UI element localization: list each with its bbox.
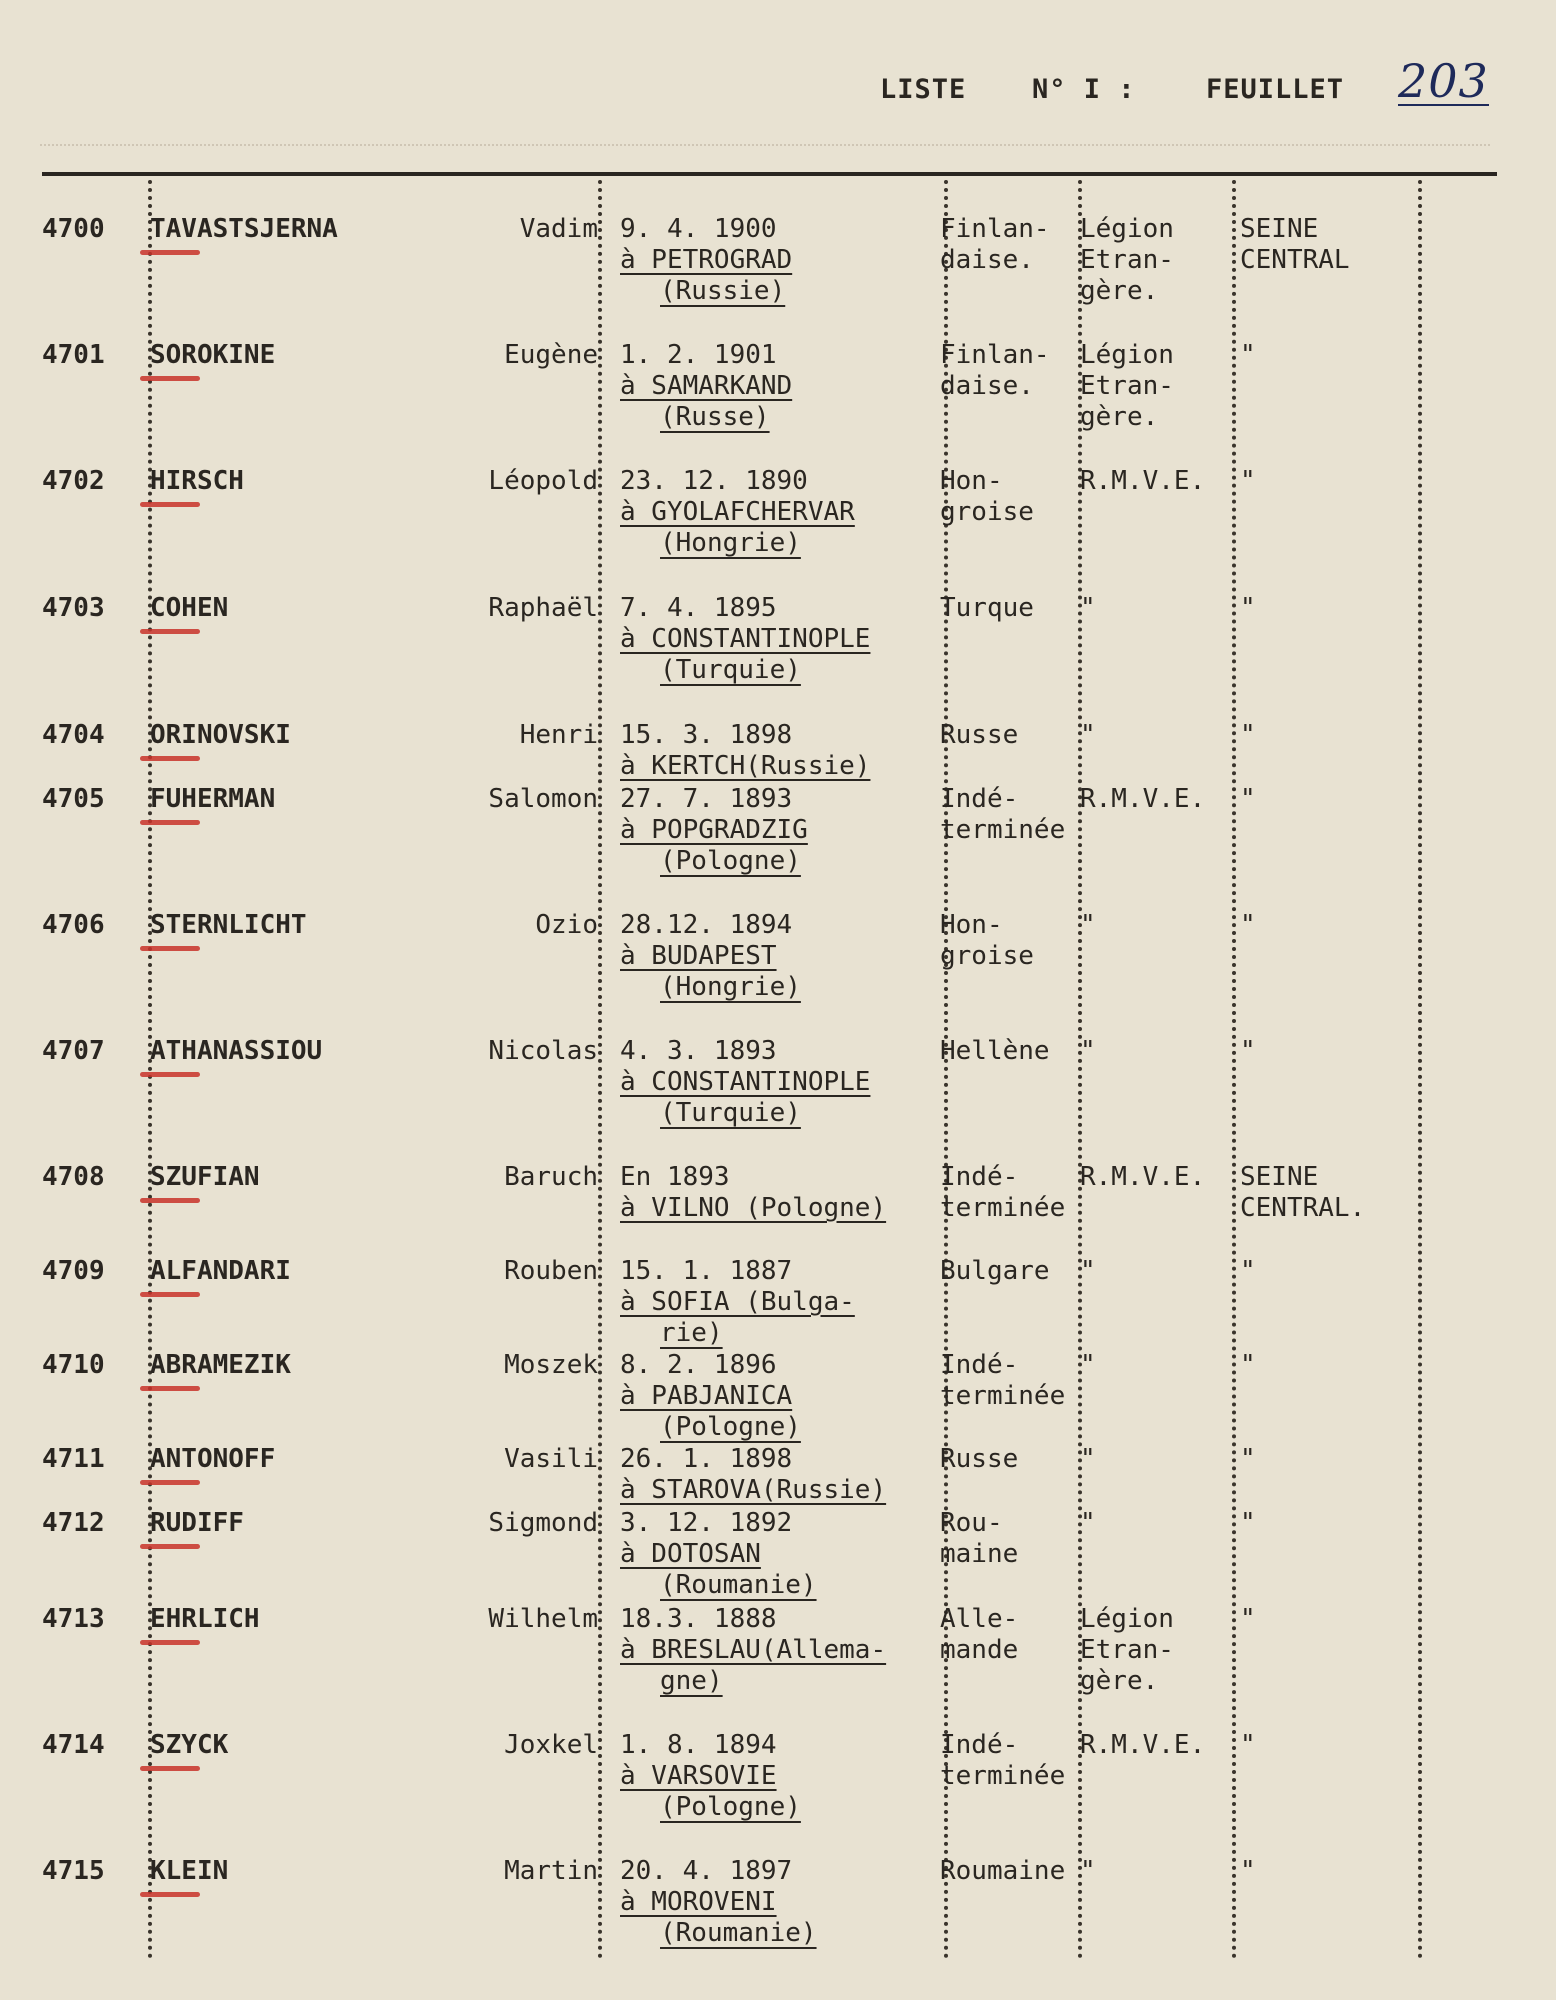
red-pencil-mark <box>140 1640 200 1645</box>
entry-military-line: gère. <box>1080 276 1159 306</box>
feuillet-label: FEUILLET <box>1206 74 1345 105</box>
entry-nationality <box>940 1162 1065 1224</box>
entry-department-line: " <box>1240 1444 1256 1474</box>
entry-nationality <box>940 910 1034 972</box>
red-pencil-mark <box>140 1892 200 1897</box>
entry-department-line: " <box>1240 466 1256 496</box>
entry-military-line: " <box>1080 720 1096 750</box>
entry-birth-line: (Turquie) <box>660 1098 801 1128</box>
entry-birth <box>620 1444 886 1506</box>
entry-nationality-line: Rou- <box>940 1508 1003 1538</box>
entry-birth <box>620 214 792 307</box>
entry-nationality-line: Indé- <box>940 1350 1019 1380</box>
entry-firstname: Ozio <box>535 910 598 940</box>
header-rule <box>42 172 1497 176</box>
entry-military-line: R.M.V.E. <box>1080 466 1206 496</box>
entry-nationality-line: terminée <box>940 1761 1066 1791</box>
entry-surname: SZUFIAN <box>150 1162 260 1192</box>
entry-birth <box>620 784 808 877</box>
red-pencil-mark <box>140 820 200 825</box>
entry-birth-line: 23. 12. 1890 <box>620 466 808 496</box>
entry-military <box>1080 1350 1096 1381</box>
entry-number: 4709 <box>42 1256 105 1286</box>
entry-military <box>1080 1256 1096 1287</box>
entry-number: 4707 <box>42 1036 105 1066</box>
entry-department <box>1240 1256 1256 1287</box>
entry-nationality <box>940 720 1018 751</box>
entry-firstname: Salomon <box>488 784 598 814</box>
entry-number: 4701 <box>42 340 105 370</box>
entry-firstname: Martin <box>504 1856 598 1886</box>
entry-military-line: R.M.V.E. <box>1080 784 1206 814</box>
entry-military <box>1080 340 1174 433</box>
column-divider <box>944 180 948 1960</box>
entry-firstname: Léopold <box>488 466 598 496</box>
entry-number: 4712 <box>42 1508 105 1538</box>
entry-department <box>1240 1508 1256 1539</box>
liste-label: LISTE <box>880 74 967 105</box>
red-pencil-mark <box>140 946 200 951</box>
entry-birth <box>620 593 870 686</box>
entry-department <box>1240 1856 1256 1887</box>
entry-department-line: SEINE <box>1240 1162 1319 1192</box>
red-pencil-mark <box>140 1386 200 1391</box>
red-pencil-mark <box>140 1544 200 1549</box>
entry-birth-line: rie) <box>660 1318 723 1348</box>
entry-military-line: " <box>1080 1036 1096 1066</box>
entry-birth-line: à POPGRADZIG <box>620 815 808 845</box>
entry-birth-line: 20. 4. 1897 <box>620 1856 793 1886</box>
entry-firstname: Vadim <box>519 214 598 244</box>
entry-birth <box>620 910 801 1003</box>
entry-department-line: " <box>1240 1856 1256 1886</box>
red-pencil-mark <box>140 502 200 507</box>
entry-department-line: SEINE <box>1240 214 1319 244</box>
entry-birth-line: (Russe) <box>660 402 770 432</box>
entry-birth-line: gne) <box>660 1666 723 1696</box>
entry-surname: SOROKINE <box>150 340 276 370</box>
entry-nationality <box>940 1856 1065 1887</box>
entry-birth <box>620 340 792 433</box>
entry-nationality-line: Finlan- <box>940 214 1050 244</box>
entry-military-line: R.M.V.E. <box>1080 1162 1206 1192</box>
entry-department-line: " <box>1240 340 1256 370</box>
entry-military-line: " <box>1080 1350 1096 1380</box>
entry-nationality-line: Bulgare <box>940 1256 1050 1286</box>
entry-firstname: Henri <box>519 720 598 750</box>
entry-firstname: Moszek <box>504 1350 598 1380</box>
entry-birth-line: à CONSTANTINOPLE <box>620 624 871 654</box>
entry-department-line: " <box>1240 1036 1256 1066</box>
entry-surname: ALFANDARI <box>150 1256 291 1286</box>
entry-birth-line: 28.12. 1894 <box>620 910 793 940</box>
red-pencil-mark <box>140 1766 200 1771</box>
entry-firstname: Sigmond <box>488 1508 598 1538</box>
entry-department <box>1240 1162 1365 1224</box>
entry-birth-line: (Roumanie) <box>660 1570 817 1600</box>
entry-department <box>1240 1350 1256 1381</box>
entry-military-line: " <box>1080 593 1096 623</box>
entry-nationality <box>940 1730 1065 1792</box>
entry-nationality-line: Hellène <box>940 1036 1050 1066</box>
entry-number: 4704 <box>42 720 105 750</box>
entry-birth-line: à DOTOSAN <box>620 1539 761 1569</box>
entry-nationality <box>940 1036 1050 1067</box>
entry-nationality <box>940 1508 1018 1570</box>
entry-department-line: " <box>1240 910 1256 940</box>
entry-nationality-line: Hon- <box>940 466 1003 496</box>
entry-military-line: Etran- <box>1080 1635 1174 1665</box>
entry-firstname: Raphaël <box>488 593 598 623</box>
entry-birth-line: à STAROVA(Russie) <box>620 1475 887 1505</box>
entry-nationality-line: Indé- <box>940 784 1019 814</box>
entry-military-line: Etran- <box>1080 371 1174 401</box>
entry-department-line: " <box>1240 720 1256 750</box>
entry-military-line: " <box>1080 1444 1096 1474</box>
column-divider <box>148 180 152 1960</box>
entry-military-line: Légion <box>1080 214 1174 244</box>
liste-number: N° I : <box>1032 74 1136 105</box>
entry-military <box>1080 1444 1096 1475</box>
red-pencil-mark <box>140 376 200 381</box>
entry-military <box>1080 1856 1096 1887</box>
entry-nationality <box>940 1256 1050 1287</box>
entry-nationality <box>940 1604 1018 1666</box>
entry-nationality-line: Alle- <box>940 1604 1019 1634</box>
entry-nationality-line: Hon- <box>940 910 1003 940</box>
entry-department <box>1240 1444 1256 1475</box>
entry-military <box>1080 593 1096 624</box>
entry-military-line: Légion <box>1080 1604 1174 1634</box>
entry-firstname: Vasili <box>504 1444 598 1474</box>
entry-birth-line: (Pologne) <box>660 846 801 876</box>
entry-birth-line: à PABJANICA <box>620 1381 793 1411</box>
entry-firstname: Nicolas <box>488 1036 598 1066</box>
entry-nationality-line: daise. <box>940 245 1034 275</box>
entry-birth <box>620 1508 817 1601</box>
feuillet-number: 203 <box>1398 54 1489 108</box>
entry-surname: RUDIFF <box>150 1508 244 1538</box>
entry-birth <box>620 1350 801 1443</box>
entry-military <box>1080 466 1205 497</box>
entry-birth-line: (Hongrie) <box>660 528 801 558</box>
entry-nationality-line: Russe <box>940 1444 1019 1474</box>
entry-birth-line: 15. 3. 1898 <box>620 720 793 750</box>
entry-birth <box>620 1730 801 1823</box>
column-divider <box>598 180 602 1960</box>
entry-firstname: Joxkel <box>504 1730 598 1760</box>
entry-birth-line: à CONSTANTINOPLE <box>620 1067 871 1097</box>
entry-number: 4714 <box>42 1730 105 1760</box>
faint-typed-line <box>40 144 1490 156</box>
entry-birth-line: (Russie) <box>660 276 786 306</box>
red-pencil-mark <box>140 1480 200 1485</box>
entry-birth-line: 1. 2. 1901 <box>620 340 777 370</box>
entry-birth-line: à MOROVENI <box>620 1887 777 1917</box>
entry-nationality-line: Turque <box>940 593 1034 623</box>
entry-birth-line: à VARSOVIE <box>620 1761 777 1791</box>
entry-birth-line: 8. 2. 1896 <box>620 1350 777 1380</box>
entry-department <box>1240 1604 1256 1635</box>
entry-number: 4710 <box>42 1350 105 1380</box>
entry-surname: TAVASTSJERNA <box>150 214 338 244</box>
entry-birth-line: 27. 7. 1893 <box>620 784 793 814</box>
entry-birth-line: 7. 4. 1895 <box>620 593 777 623</box>
entry-military-line: " <box>1080 1856 1096 1886</box>
entry-nationality-line: Finlan- <box>940 340 1050 370</box>
entry-birth-line: à VILNO (Pologne) <box>620 1193 887 1223</box>
entry-military-line: " <box>1080 1256 1096 1286</box>
entry-nationality <box>940 214 1050 276</box>
entry-military <box>1080 1730 1205 1761</box>
entry-nationality-line: maine <box>940 1539 1019 1569</box>
entry-nationality-line: Russe <box>940 720 1019 750</box>
entry-nationality <box>940 784 1065 846</box>
entry-surname: HIRSCH <box>150 466 244 496</box>
entry-birth <box>620 1162 886 1224</box>
entry-nationality-line: groise <box>940 941 1034 971</box>
entry-military <box>1080 1508 1096 1539</box>
entry-department-line: " <box>1240 1350 1256 1380</box>
entry-military-line: R.M.V.E. <box>1080 1730 1206 1760</box>
entry-birth <box>620 1256 855 1349</box>
entry-birth <box>620 1856 817 1949</box>
entry-birth-line: (Pologne) <box>660 1792 801 1822</box>
entry-military-line: gère. <box>1080 402 1159 432</box>
entry-nationality-line: groise <box>940 497 1034 527</box>
entry-number: 4703 <box>42 593 105 623</box>
entry-number: 4708 <box>42 1162 105 1192</box>
entry-department <box>1240 784 1256 815</box>
entry-firstname: Wilhelm <box>488 1604 598 1634</box>
entry-birth-line: (Turquie) <box>660 655 801 685</box>
entry-surname: FUHERMAN <box>150 784 276 814</box>
entry-nationality-line: terminée <box>940 1193 1066 1223</box>
red-pencil-mark <box>140 250 200 255</box>
column-divider <box>1232 180 1236 1960</box>
entry-birth-line: 1. 8. 1894 <box>620 1730 777 1760</box>
entry-nationality-line: mande <box>940 1635 1019 1665</box>
entry-birth-line: 3. 12. 1892 <box>620 1508 793 1538</box>
entry-nationality-line: terminée <box>940 815 1066 845</box>
entry-birth-line: à BUDAPEST <box>620 941 777 971</box>
entry-birth <box>620 720 870 782</box>
entry-birth <box>620 466 855 559</box>
entry-department <box>1240 340 1256 371</box>
entry-surname: COHEN <box>150 593 229 623</box>
entry-military <box>1080 1162 1205 1193</box>
entry-firstname: Rouben <box>504 1256 598 1286</box>
entry-military-line: gère. <box>1080 1666 1159 1696</box>
entry-nationality-line: Indé- <box>940 1730 1019 1760</box>
entry-military <box>1080 1604 1174 1697</box>
entry-nationality <box>940 466 1034 528</box>
entry-birth-line: (Pologne) <box>660 1412 801 1442</box>
entry-department <box>1240 910 1256 941</box>
entry-birth-line: à GYOLAFCHERVAR <box>620 497 855 527</box>
entry-number: 4715 <box>42 1856 105 1886</box>
entry-department-line: " <box>1240 1730 1256 1760</box>
entry-birth-line: 26. 1. 1898 <box>620 1444 793 1474</box>
entry-birth-line: 9. 4. 1900 <box>620 214 777 244</box>
entry-nationality-line: Roumaine <box>940 1856 1066 1886</box>
entry-nationality-line: daise. <box>940 371 1034 401</box>
entry-nationality <box>940 1350 1065 1412</box>
entry-department <box>1240 466 1256 497</box>
entry-number: 4711 <box>42 1444 105 1474</box>
entry-surname: ORINOVSKI <box>150 720 291 750</box>
red-pencil-mark <box>140 629 200 634</box>
red-pencil-mark <box>140 756 200 761</box>
entry-department <box>1240 214 1350 276</box>
entry-department-line: " <box>1240 1256 1256 1286</box>
red-pencil-mark <box>140 1292 200 1297</box>
entry-nationality-line: Indé- <box>940 1162 1019 1192</box>
entry-military <box>1080 214 1174 307</box>
entry-department <box>1240 593 1256 624</box>
entry-birth-line: 18.3. 1888 <box>620 1604 777 1634</box>
entry-surname: ANTONOFF <box>150 1444 276 1474</box>
entry-nationality-line: terminée <box>940 1381 1066 1411</box>
entry-birth-line: à SAMARKAND <box>620 371 793 401</box>
entry-birth-line: (Roumanie) <box>660 1918 817 1948</box>
entry-number: 4705 <box>42 784 105 814</box>
entry-military <box>1080 720 1096 751</box>
entry-number: 4702 <box>42 466 105 496</box>
entry-surname: EHRLICH <box>150 1604 260 1634</box>
entry-military <box>1080 1036 1096 1067</box>
entry-department <box>1240 1036 1256 1067</box>
entry-department-line: " <box>1240 1508 1256 1538</box>
red-pencil-mark <box>140 1198 200 1203</box>
entry-department-line: CENTRAL. <box>1240 1193 1366 1223</box>
entry-military <box>1080 910 1096 941</box>
entry-surname: KLEIN <box>150 1856 229 1886</box>
entry-birth-line: à PETROGRAD <box>620 245 793 275</box>
entry-firstname: Eugène <box>504 340 598 370</box>
entry-surname: ABRAMEZIK <box>150 1350 291 1380</box>
entry-department-line: " <box>1240 1604 1256 1634</box>
column-divider <box>1418 180 1422 1960</box>
entry-military-line: " <box>1080 1508 1096 1538</box>
page-header <box>880 54 1500 118</box>
entry-birth-line: 15. 1. 1887 <box>620 1256 793 1286</box>
entry-birth-line: (Hongrie) <box>660 972 801 1002</box>
entry-department-line: " <box>1240 593 1256 623</box>
entry-firstname: Baruch <box>504 1162 598 1192</box>
entry-surname: ATHANASSIOU <box>150 1036 323 1066</box>
entry-department-line: CENTRAL <box>1240 245 1350 275</box>
entry-birth <box>620 1604 886 1697</box>
entry-military <box>1080 784 1205 815</box>
entry-birth-line: à KERTCH(Russie) <box>620 751 871 781</box>
entry-military-line: Légion <box>1080 340 1174 370</box>
entry-surname: SZYCK <box>150 1730 229 1760</box>
entry-birth-line: 4. 3. 1893 <box>620 1036 777 1066</box>
entry-surname: STERNLICHT <box>150 910 307 940</box>
entry-military-line: " <box>1080 910 1096 940</box>
entry-nationality <box>940 340 1050 402</box>
entry-birth-line: En 1893 <box>620 1162 730 1192</box>
entry-number: 4713 <box>42 1604 105 1634</box>
entry-nationality <box>940 1444 1018 1475</box>
entry-nationality <box>940 593 1034 624</box>
entry-military-line: Etran- <box>1080 245 1174 275</box>
entry-birth <box>620 1036 870 1129</box>
red-pencil-mark <box>140 1072 200 1077</box>
entry-birth-line: à SOFIA (Bulga- <box>620 1287 855 1317</box>
entry-number: 4706 <box>42 910 105 940</box>
entry-birth-line: à BRESLAU(Allema- <box>620 1635 887 1665</box>
entry-department <box>1240 720 1256 751</box>
entry-department <box>1240 1730 1256 1761</box>
entry-department-line: " <box>1240 784 1256 814</box>
entry-number: 4700 <box>42 214 105 244</box>
